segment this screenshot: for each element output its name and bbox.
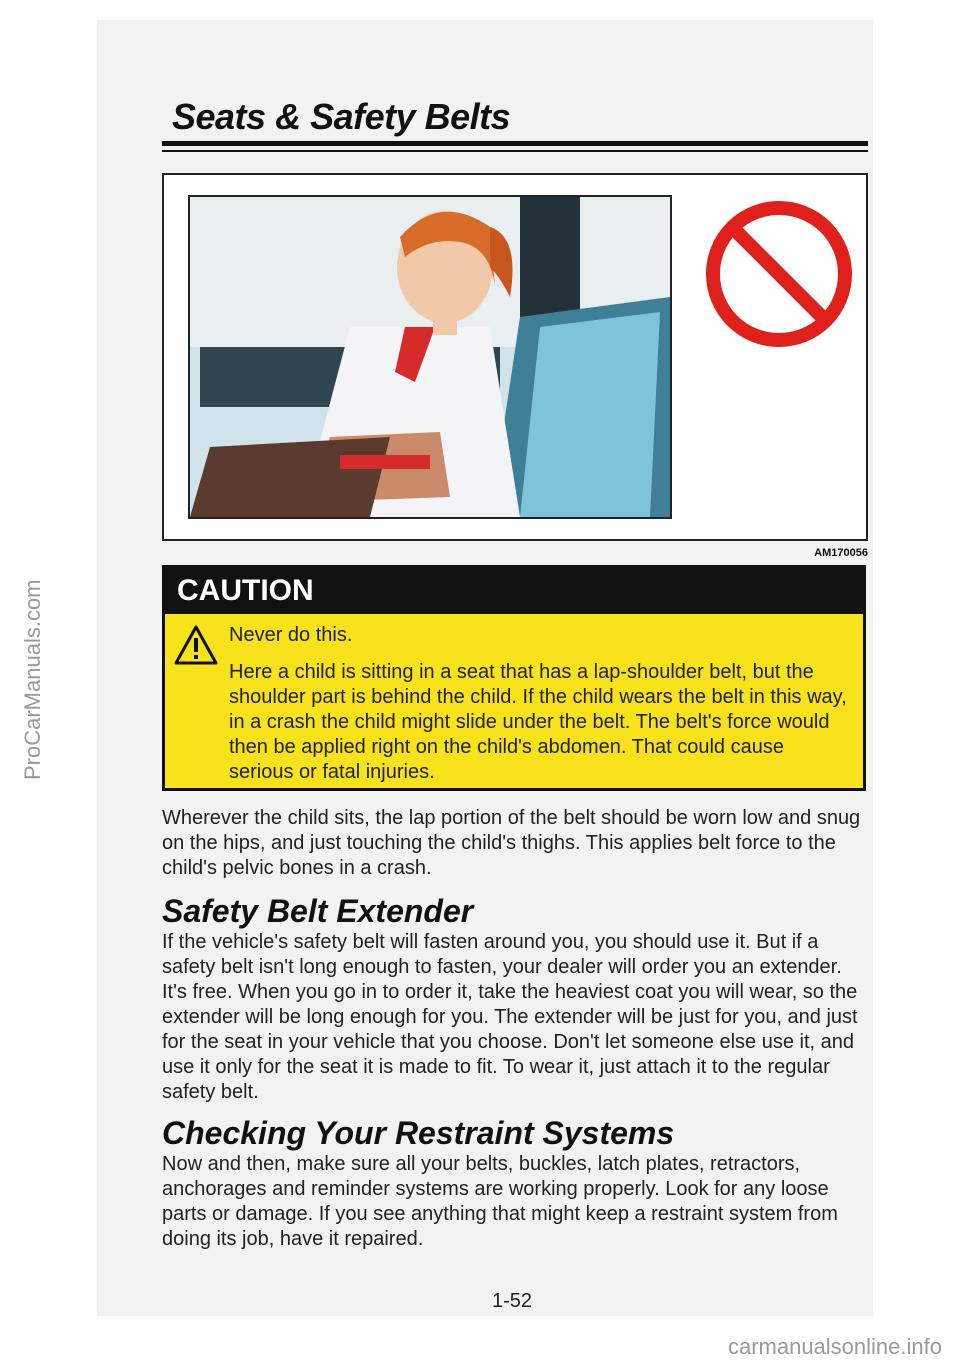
prohibition-sign-icon [704, 199, 854, 349]
title-rule-thin [162, 150, 868, 152]
child-seat-illustration [188, 195, 672, 519]
page-number: 1-52 [492, 1290, 533, 1312]
caution-lead: Never do this. [229, 624, 353, 646]
checking-heading: Checking Your Restraint Systems [162, 1115, 675, 1151]
warning-triangle-icon [173, 624, 219, 666]
title-rule [162, 141, 868, 146]
extender-heading: Safety Belt Extender [162, 893, 474, 929]
extender-paragraph: If the vehicle's safety belt will fasten around you, you should use it. But if a safety belt isn't long enough to fasten, your dealer will order you an extender. It's free. When you go in to order it, take the heaviest coat you will wear, so the extender will be long enough for you. The extender will be just for you, and just for the seat in your vehicle that you choose. Don't let someone else use it, and use it only for the seat it is made to fit. To wear it, just attach it to the regular safety belt. [162, 931, 858, 1103]
side-watermark: ProCarManuals.com [20, 579, 45, 780]
checking-paragraph: Now and then, make sure all your belts, buckles, latch plates, retractors, anchorages and reminder systems are working properly. Look for any loose parts or damage. If you see anything that might keep a restraint system from doing its job, have it repaired. [162, 1153, 838, 1250]
caution-heading: CAUTION [165, 568, 863, 614]
lap-portion-paragraph: Wherever the child sits, the lap portion of the belt should be worn low and snug on the hips, and just touching the child's thighs. This applies belt force to the child's pelvic bones in a crash. [162, 807, 861, 879]
caution-body: Here a child is sitting in a seat that has a lap-shoulder belt, but the shoulder part is behind the child. If the child wears the belt in this way, in a crash the child might slide under the belt. The belt's force would then be applied right on the child's abdomen. That could cause serious or fatal injuries. [229, 661, 847, 783]
caution-box [162, 565, 866, 791]
figure-code: AM170056 [814, 547, 868, 559]
bottom-watermark: carmanualsonline.info [727, 1334, 942, 1359]
figure-frame [162, 173, 868, 541]
child-seat-illustration-art [190, 197, 670, 517]
section-title: Seats & Safety Belts [172, 96, 511, 137]
